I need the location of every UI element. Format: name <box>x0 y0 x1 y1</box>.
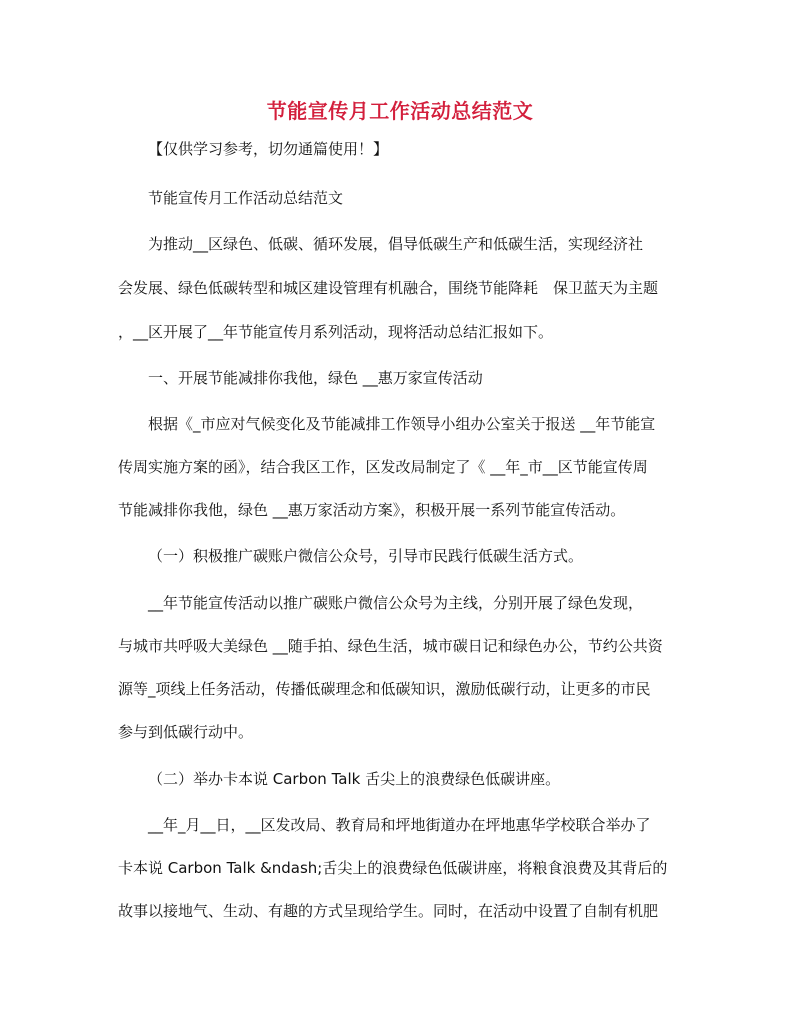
paragraph-4-line-3: 故事以接地气、生动、有趣的方式呈现给学生。同时，在活动中设置了自制有机肥 <box>118 902 659 920</box>
paragraph-3-line-4: 参与到低碳行动中。 <box>118 723 254 741</box>
paragraph-1-line-3: ，__区开展了__年节能宣传月系列活动，现将活动总结汇报如下。 <box>118 323 554 341</box>
document-title: 节能宣传月工作活动总结范文 <box>266 99 534 123</box>
paragraph-2-line-2: 传周实施方案的函》，结合我区工作，区发改局制定了《 __年_市__区节能宣传周 <box>118 458 648 476</box>
paragraph-1-line-2: 会发展、绿色低碳转型和城区建设管理有机融合，围绕节能降耗 保卫蓝天为主题 <box>118 279 659 297</box>
paragraph-2-line-3: 节能减排你我他，绿色 __惠万家活动方案》，积极开展一系列节能宣传活动。 <box>118 501 626 519</box>
paragraph-4-line-2: 卡本说 Carbon Talk &ndash;舌尖上的浪费绿色低碳讲座，将粮食浪费及其背后的 <box>118 859 668 877</box>
subsection-heading-2: （二）举办卡本说 Carbon Talk 舌尖上的浪费绿色低碳讲座。 <box>148 770 561 788</box>
disclaimer-line: 【仅供学习参考，切勿通篇使用！】 <box>148 140 389 158</box>
subtitle-line: 节能宣传月工作活动总结范文 <box>148 189 344 207</box>
paragraph-3-line-3: 源等_项线上任务活动，传播低碳理念和低碳知识，激励低碳行动，让更多的市民 <box>118 680 651 698</box>
paragraph-4-line-1: __年_月__日，__区发改局、教育局和坪地街道办在坪地惠华学校联合举办了 <box>148 816 651 834</box>
paragraph-2-line-1: 根据《_市应对气候变化及节能减排工作领导小组办公室关于报送 __年节能宣 <box>148 415 656 433</box>
paragraph-3-line-2: 与城市共呼吸大美绿色 __随手拍、绿色生活，城市碳日记和绿色办公，节约公共资 <box>118 637 663 655</box>
section-heading-1: 一、开展节能减排你我他，绿色 __惠万家宣传活动 <box>148 369 483 387</box>
paragraph-1-line-1: 为推动__区绿色、低碳、循环发展，倡导低碳生产和低碳生活，实现经济社 <box>148 235 644 253</box>
paragraph-3-line-1: __年节能宣传活动以推广碳账户微信公众号为主线，分别开展了绿色发现， <box>148 594 644 612</box>
subsection-heading-1: （一）积极推广碳账户微信公众号，引导市民践行低碳生活方式。 <box>148 547 584 565</box>
